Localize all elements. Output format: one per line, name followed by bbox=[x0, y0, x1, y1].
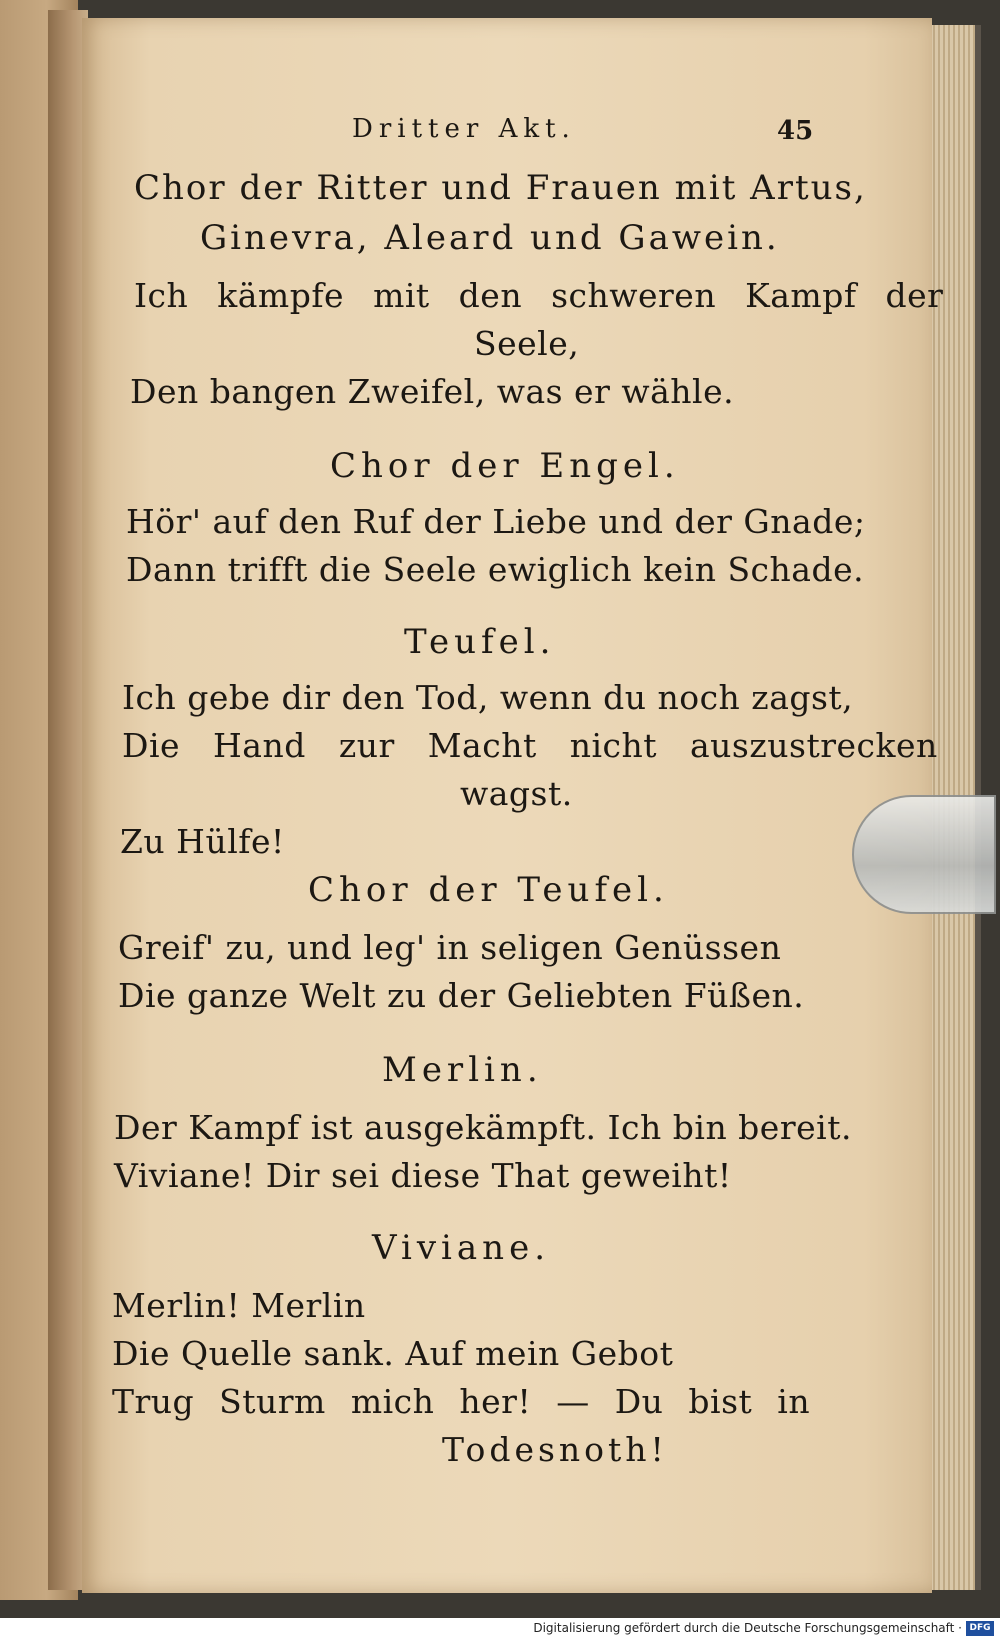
page-clip bbox=[852, 795, 996, 914]
verse-line: Ich gebe dir den Tod, wenn du noch zagst, bbox=[122, 678, 854, 717]
verse-line: Die Hand zur Macht nicht auszustrecken bbox=[122, 726, 938, 765]
page-number: 45 bbox=[777, 116, 814, 146]
verse-line: Todesnoth! bbox=[442, 1430, 668, 1469]
book-page bbox=[82, 18, 944, 1593]
speaker-heading: Chor der Teufel. bbox=[308, 870, 669, 910]
speaker-heading: Merlin. bbox=[382, 1050, 543, 1090]
verse-line: wagst. bbox=[460, 774, 573, 813]
verse-line: Den bangen Zweifel, was er wähle. bbox=[130, 372, 735, 411]
dfg-logo: DFG bbox=[966, 1621, 994, 1636]
verse-line: Der Kampf ist ausgekämpft. Ich bin bereit. bbox=[114, 1108, 852, 1147]
running-head: Dritter Akt. bbox=[352, 114, 576, 144]
speaker-heading: Ginevra, Aleard und Gawein. bbox=[200, 218, 780, 258]
verse-line: Die ganze Welt zu der Geliebten Füßen. bbox=[118, 976, 805, 1015]
speaker-heading: Teufel. bbox=[404, 622, 556, 662]
speaker-heading: Chor der Engel. bbox=[330, 446, 680, 486]
verse-line: Viviane! Dir sei diese That geweiht! bbox=[114, 1156, 732, 1195]
verse-line: Dann trifft die Seele ewiglich kein Schade. bbox=[126, 550, 865, 589]
verse-line: Hör' auf den Ruf der Liebe und der Gnade; bbox=[126, 502, 866, 541]
verse-line: Zu Hülfe! bbox=[120, 822, 285, 861]
verse-line: Die Quelle sank. Auf mein Gebot bbox=[112, 1334, 674, 1373]
verse-line: Greif' zu, und leg' in seligen Genüssen bbox=[118, 928, 782, 967]
speaker-heading: Viviane. bbox=[372, 1228, 551, 1268]
speaker-heading: Chor der Ritter und Frauen mit Artus, bbox=[134, 168, 867, 208]
footer-bar bbox=[0, 1618, 1000, 1640]
verse-line: Ich kämpfe mit den schweren Kampf der bbox=[134, 276, 944, 315]
verse-line: Merlin! Merlin bbox=[112, 1286, 366, 1325]
verse-line: Trug Sturm mich her! — Du bist in bbox=[112, 1382, 811, 1421]
verse-line: Seele, bbox=[474, 324, 580, 363]
funding-credit: Digitalisierung gefördert durch die Deutsche Forschungsgemeinschaft · bbox=[533, 1621, 962, 1635]
